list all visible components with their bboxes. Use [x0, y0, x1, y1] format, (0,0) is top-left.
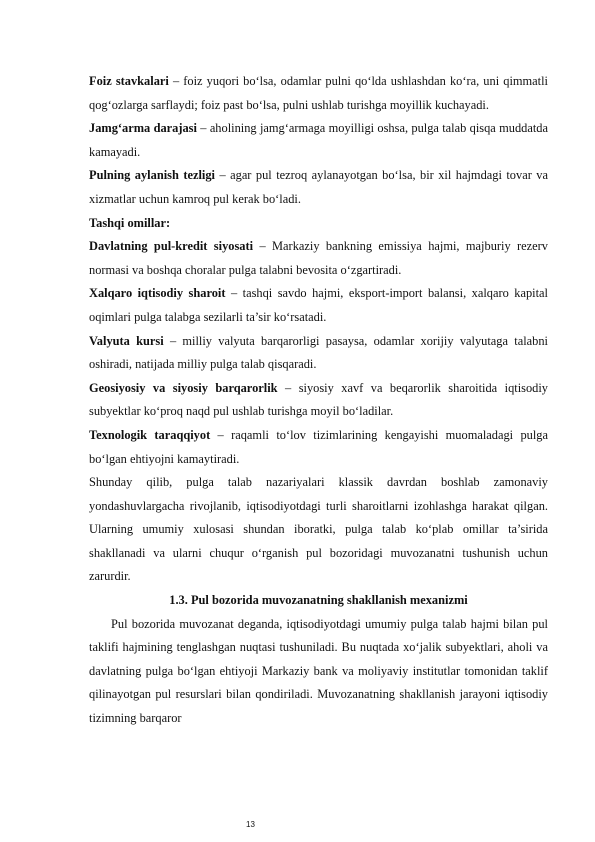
- paragraph-text: – Markaziy bankning emissiya hajmi, majburiy rezerv normasi va boshqa choralar pulga talabni bevosita o‘zgartiradi.: [89, 239, 548, 277]
- paragraph-xalqaro-iqtisodiy-sharoit: [89, 282, 548, 329]
- paragraph-text: Shunday qilib, pulga talab nazariyalari klassik davrdan boshlab zamonaviy yondashuvlargacha rivojlanib, iqtisodiyotdagi turli sharoitlarni izohlashga harakat qilgan. Ularning umumiy xulosasi shundan iboratki, pulga talab ko‘plab omillar ta’sirida shakllanadi va ularni chuqur o‘rganish pul bozoridagi muvozanatni tushunish uchun zarurdir.: [89, 475, 548, 584]
- paragraph-jamgarma-darajasi: [89, 117, 548, 164]
- term: Valyuta kursi: [89, 333, 164, 348]
- term: Texnologik taraqqiyot: [89, 427, 211, 442]
- paragraph-valyuta-kursi: [89, 330, 548, 377]
- paragraph-text: – raqamli to‘lov tizimlarining kengayishi muomaladagi pulga bo‘lgan ehtiyojni kamaytiradi.: [89, 427, 548, 466]
- paragraph-conclusion: [89, 471, 548, 589]
- paragraph-text: – milliy valyuta barqarorligi pasaysa, odamlar xorijiy valyutaga talabni oshiradi, natijada milliy pulga talab qisqaradi.: [89, 333, 548, 372]
- paragraph-text: – siyosiy xavf va beqarorlik sharoitida iqtisodiy subyektlar ko‘proq naqd pul ushlab turishga moyil bo‘ladilar.: [89, 380, 549, 419]
- paragraph-foiz-stavkalari: [89, 70, 548, 117]
- term: Pulning aylanish tezligi: [89, 168, 215, 183]
- paragraph-text: – aholining jamg‘armaga moyilligi oshsa, pulga talab qisqa muddatda kamayadi.: [89, 121, 548, 159]
- term: Tashqi omillar:: [89, 215, 171, 230]
- term: Geosiyosiy va siyosiy barqarorlik: [89, 380, 278, 395]
- term: Foiz stavkalari: [89, 74, 169, 88]
- term: Xalqaro iqtisodiy sharoit: [89, 286, 226, 301]
- paragraph-text: – foiz yuqori bo‘lsa, odamlar pulni qo‘lda ushlashdan ko‘ra, uni qimmatli qog‘ozlarga sarflaydi; foiz past bo‘lsa, pulni ushlab turishga moyillik kuchayadi.: [89, 74, 549, 112]
- term: Jamg‘arma darajasi: [89, 121, 197, 136]
- paragraph-pul-kredit-siyosati: [89, 235, 548, 282]
- paragraph-pulning-aylanish-tezligi: [89, 164, 548, 211]
- page-number: 13: [246, 820, 255, 829]
- paragraph-texnologik-taraqqiyot: [89, 424, 548, 471]
- section-heading: 1.3. Pul bozorida muvozanatning shakllanish mexanizmi: [169, 593, 468, 608]
- paragraph-geosiyosiy-barqarorlik: [89, 377, 548, 424]
- paragraph-text: – agar pul tezroq aylanayotgan bo‘lsa, bir xil hajmdagi tovar va xizmatlar uchun kamroq pul kerak bo‘ladi.: [89, 168, 548, 206]
- paragraph-text: – tashqi savdo hajmi, eksport-import balansi, xalqaro kapital oqimlari pulga talabga sezilarli ta’sir ko‘rsatadi.: [89, 286, 548, 324]
- section-paragraph: Pul bozorida muvozanat deganda, iqtisodiyotdagi umumiy pulga talab hajmi bilan pul taklifi hajmining tenglashgan nuqtasi tushuniladi. Bu nuqtada xo‘jalik subyektlari, aholi va davlatning pulga bo‘lgan ehtiyoji Markaziy bank va moliyaviy institutlar tomonidan taklif qilinayotgan pul resurslari bilan qondiriladi. Muvozanatning shakllanish jarayoni iqtisodiy tizimning barqaror: [89, 616, 548, 726]
- subheading-tashqi-omillar: [89, 212, 548, 236]
- document-page: [89, 70, 548, 731]
- term: Davlatning pul-kredit siyosati: [89, 239, 254, 254]
